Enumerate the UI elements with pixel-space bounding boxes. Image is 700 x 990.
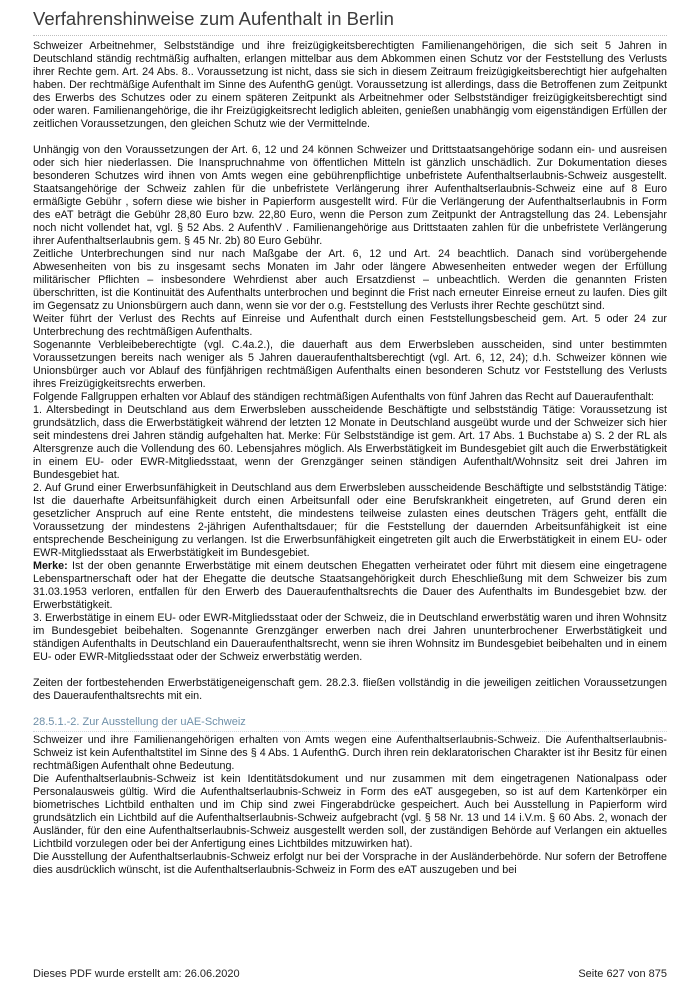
section-heading: 28.5.1.-2. Zur Ausstellung der uAE-Schweiz [33,716,246,728]
list-item: 3. Erwerbstätige in einem EU- oder EWR-Mitgliedsstaat oder der Schweiz, die in Deutschland erwerbstätig waren und ihren Wohnsitz im Bundesgebiet beibehalten. Sogenannte Grenzgänger erwerben nach drei Jahren ununterbrochener Erwerbstätigkeit und ständigen Aufenthalts in Deutschland ein Daueraufenthaltsrecht, wenn sie ihren Wohnsitz im Bundesgebiet beibehalten und in einem EU- oder EWR-Mitgliedsstaat oder der Schweiz erwerbstätig werden. [33,612,667,663]
title-divider [33,35,667,36]
page-title: Verfahrenshinweise zum Aufenthalt in Berlin [33,8,394,29]
paragraph: Weiter führt der Verlust des Rechts auf Einreise und Aufenthalt durch einen Feststellungsbescheid gem. Art. 5 oder 24 zur Unterbrechung des rechtmäßigen Aufenthalts. [33,313,667,338]
created-date: Dieses PDF wurde erstellt am: 26.06.2020 [33,968,240,980]
paragraph: Folgende Fallgruppen erhalten vor Ablauf des ständigen rechtmäßigen Aufenthalts von fünf Jahren das Recht auf Daueraufenthalt: [33,391,654,403]
section-divider [33,731,667,732]
paragraph: Unhängig von den Voraussetzungen der Art. 6, 12 und 24 können Schweizer und Drittstaatsangehörige sodann ein- und ausreisen oder sich hier niederlassen. Die Inanspruchnahme von öffentlichen Mitteln ist gänzlich unschädlich. Zur Dokumentation dieses besonderen Schutzes wird ihnen von Amts wegen eine gebührenpflichtige unbefristete Aufenthaltserlaubnis-Schweiz ausgestellt. Staatsangehörige der Schweiz zahlen für die unbefristete Verlängerung ihrer Aufenthaltserlaubnis-Schweiz eine auf 8 Euro ermäßigte Gebühr , sofern diese wie bisher in Papierform ausgestellt wird. Für die Verlängerung der Aufenthaltserlaubnis in Form des eAT beträgt die Gebühr 28,80 Euro bzw. 22,80 Euro, wenn die Person zum Zeitpunkt der Antragstellung das 24. Lebensjahr noch nicht vollendet hat, vgl. § 52 Abs. 2 AufenthV . Familienangehörige aus Drittstaaten zahlen für die unbefristete Verlängerung ihrer Aufenthaltserlaubnis gem. § 45 Nr. 2b) 80 Euro Gebühr. [33,144,667,247]
list-item: 2. Auf Grund einer Erwerbsunfähigkeit in Deutschland aus dem Erwerbsleben ausscheidende Beschäftigte und selbstständig Tätige: Ist die dauerhafte Arbeitsunfähigkeit durch einen Arbeitsunfall oder eine Berufskrankheit eingetreten, auf Grund deren ein gesetzlicher Anspruch auf eine Rente entsteht, die mindestens teilweise zulasten eines deutschen Trägers geht, entfällt die Voraussetzung der mindestens 2-jährigen Aufenthaltsdauer; für die Feststellung der dauernden Arbeitsunfähigkeit ist eine entsprechende Bescheinigung zu verlangen. Ist die Erwerbsunfähigkeit eingetreten gilt auch die Erwerbstätigkeit in einem EU- oder EWR-Mitgliedsstaat als Erwerbstätigkeit im Bundesgebiet. [33,482,667,559]
paragraph: Die Ausstellung der Aufenthaltserlaubnis-Schweiz erfolgt nur bei der Vorsprache in der Ausländerbehörde. Nur sofern der Betroffene dies ausdrücklich wünscht, ist die Aufenthaltserlaubnis-Schweiz in Form des eAT auszugeben und bei [33,851,667,876]
paragraph: Sogenannte Verbleibeberechtigte (vgl. C.4a.2.), die dauerhaft aus dem Erwerbsleben ausscheiden, sind unter bestimmten Voraussetzungen bereits nach weniger als 5 Jahren daueraufenthaltsberechtigt (vgl. Art. 6, 12, 24); d.h. Schweizer können wie Unionsbürger auch vor Ablauf des fünfjährigen rechtmäßigen Aufenthalts einen besonderen Schutz vor Feststellung des Verlusts ihres Freizügigkeitsrechts erwerben. [33,339,667,390]
note-label: Merke: [33,560,68,572]
paragraph: Die Aufenthaltserlaubnis-Schweiz ist kein Identitätsdokument und nur zusammen mit dem eingetragenen Nationalpass oder Personalausweis gültig. Wird die Aufenthaltserlaubnis-Schweiz in Form des eAT ausgegeben, so ist auf dem Kartenkörper ein biometrisches Lichtbild enthalten und im Chip sind zwei Fingerabdrücke gespeichert. Auch bei Ausstellung in Papierform wird grundsätzlich ein Lichtbild auf die Aufenthaltserlaubnis-Schweiz aufgebracht (vgl. § 58 Nr. 13 und 14 i.V.m. § 60 Abs. 2, wonach der Ausländer, für den eine Aufenthaltserlaubnis-Schweiz ausgestellt werden soll, der zuständigen Behörde auf Verlangen ein aktuelles Lichtbild vorzulegen oder bei der Anfertigung eines Lichtbildes mitzuwirken hat). [33,773,667,850]
paragraph: Zeiten der fortbestehenden Erwerbstätigeneigenschaft gem. 28.2.3. fließen vollständig in die jeweiligen zeitlichen Voraussetzungen des Daueraufenthaltsrechts mit ein. [33,677,667,702]
page-footer [33,968,667,980]
page-number: Seite 627 von 875 [578,968,667,980]
note-text: Ist der oben genannte Erwerbstätige mit einem deutschen Ehegatten verheiratet oder führt mit diesem eine eingetragene Lebenspartnerschaft oder hat der Ehegatte die deutsche Staatsangehörigkeit durch Eheschließung mit dem Schweizer bis zum 31.03.1953 verloren, entfallen für den Erwerb des Daueraufenthaltsrechts die Dauer des Aufenthalts im Bundesgebiet bzw. der Erwerbstätigkeit. [33,560,667,611]
document-body [33,40,667,877]
paragraph: Schweizer Arbeitnehmer, Selbstständige und ihre freizügigkeitsberechtigten Familienangehörigen, die sich seit 5 Jahren in Deutschland ständig rechtmäßig aufhalten, erlangen mittelbar aus dem Abkommen einen Schutz vor der Feststellung des Verlusts ihrer Rechte gem. Art. 24 Abs. 8.. Voraussetzung ist nicht, dass sie sich in diesem Zeitraum freizügigkeitsberechtigt hier aufgehalten haben. Der rechtmäßige Aufenthalt im Sinne des AufenthG genügt. Voraussetzung ist allerdings, dass die Betroffenen zum Zeitpunkt des Erwerbs des Schutzes oder zu einem späteren Zeitpunkt als Arbeitnehmer oder Selbstständiger freizügigkeitsberechtigt sind oder waren. Familienangehörige, die ihr Freizügigkeitsrecht lediglich ableiten, genießen unabhängig vom eigenständigen Erfüllen der zeitlichen Voraussetzungen, den gleichen Schutz wie der Vermittelnde. [33,40,667,130]
paragraph: Zeitliche Unterbrechungen sind nur nach Maßgabe der Art. 6, 12 und Art. 24 beachtlich. Danach sind vorübergehende Abwesenheiten von bis zu insgesamt sechs Monaten im Jahr oder längere Abwesenheiten entweder wegen der Erfüllung militärischer Pflichten – insbesondere Wehrdienst aber auch Ersatzdienst – unbeachtlich. Werden die genannten Fristen überschritten, ist die Kontinuität des Aufenthalts unterbrochen und beginnt die Frist nach erneuter Einreise erneut zu laufen. Dies gilt im Gegensatz zu Unionsbürgern auch dann, wenn sie vor der o.g. Feststellung des Verlusts ihrer Rechte geschützt sind. [33,248,667,312]
list-item: 1. Altersbedingt in Deutschland aus dem Erwerbsleben ausscheidende Beschäftigte und selbstständig Tätige: Voraussetzung ist grundsätzlich, dass die Erwerbstätigkeit während der letzten 12 Monate in Deutschland ausgeübt wurde und der Schweizer sich hier seit mindestens drei Jahren ständig aufgehalten hat. Merke: Für Selbstständige ist gem. Art. 17 Abs. 1 Buchstabe a) S. 2 der RL als Altersgrenze auch die Vollendung des 60. Lebensjahres möglich. Als Erwerbstätigkeit im Bundesgebiet gilt auch die Erwerbstätigkeit in einem EU- oder EWR-Mitgliedsstaat, wenn der Grenzgänger seinen ständigen Aufenthalt/Wohnsitz seit drei Jahren im Bundesgebiet hat. [33,404,667,481]
note-paragraph [33,560,667,612]
paragraph: Schweizer und ihre Familienangehörigen erhalten von Amts wegen eine Aufenthaltserlaubnis-Schweiz. Die Aufenthaltserlaubnis-Schweiz ist kein Aufenthaltstitel im Sinne des § 4 Abs. 1 AufenthG. Durch ihren rein deklaratorischen Charakter ist ihr Besitz für einen rechtmäßigen Aufenthalt ohne Bedeutung. [33,734,667,772]
